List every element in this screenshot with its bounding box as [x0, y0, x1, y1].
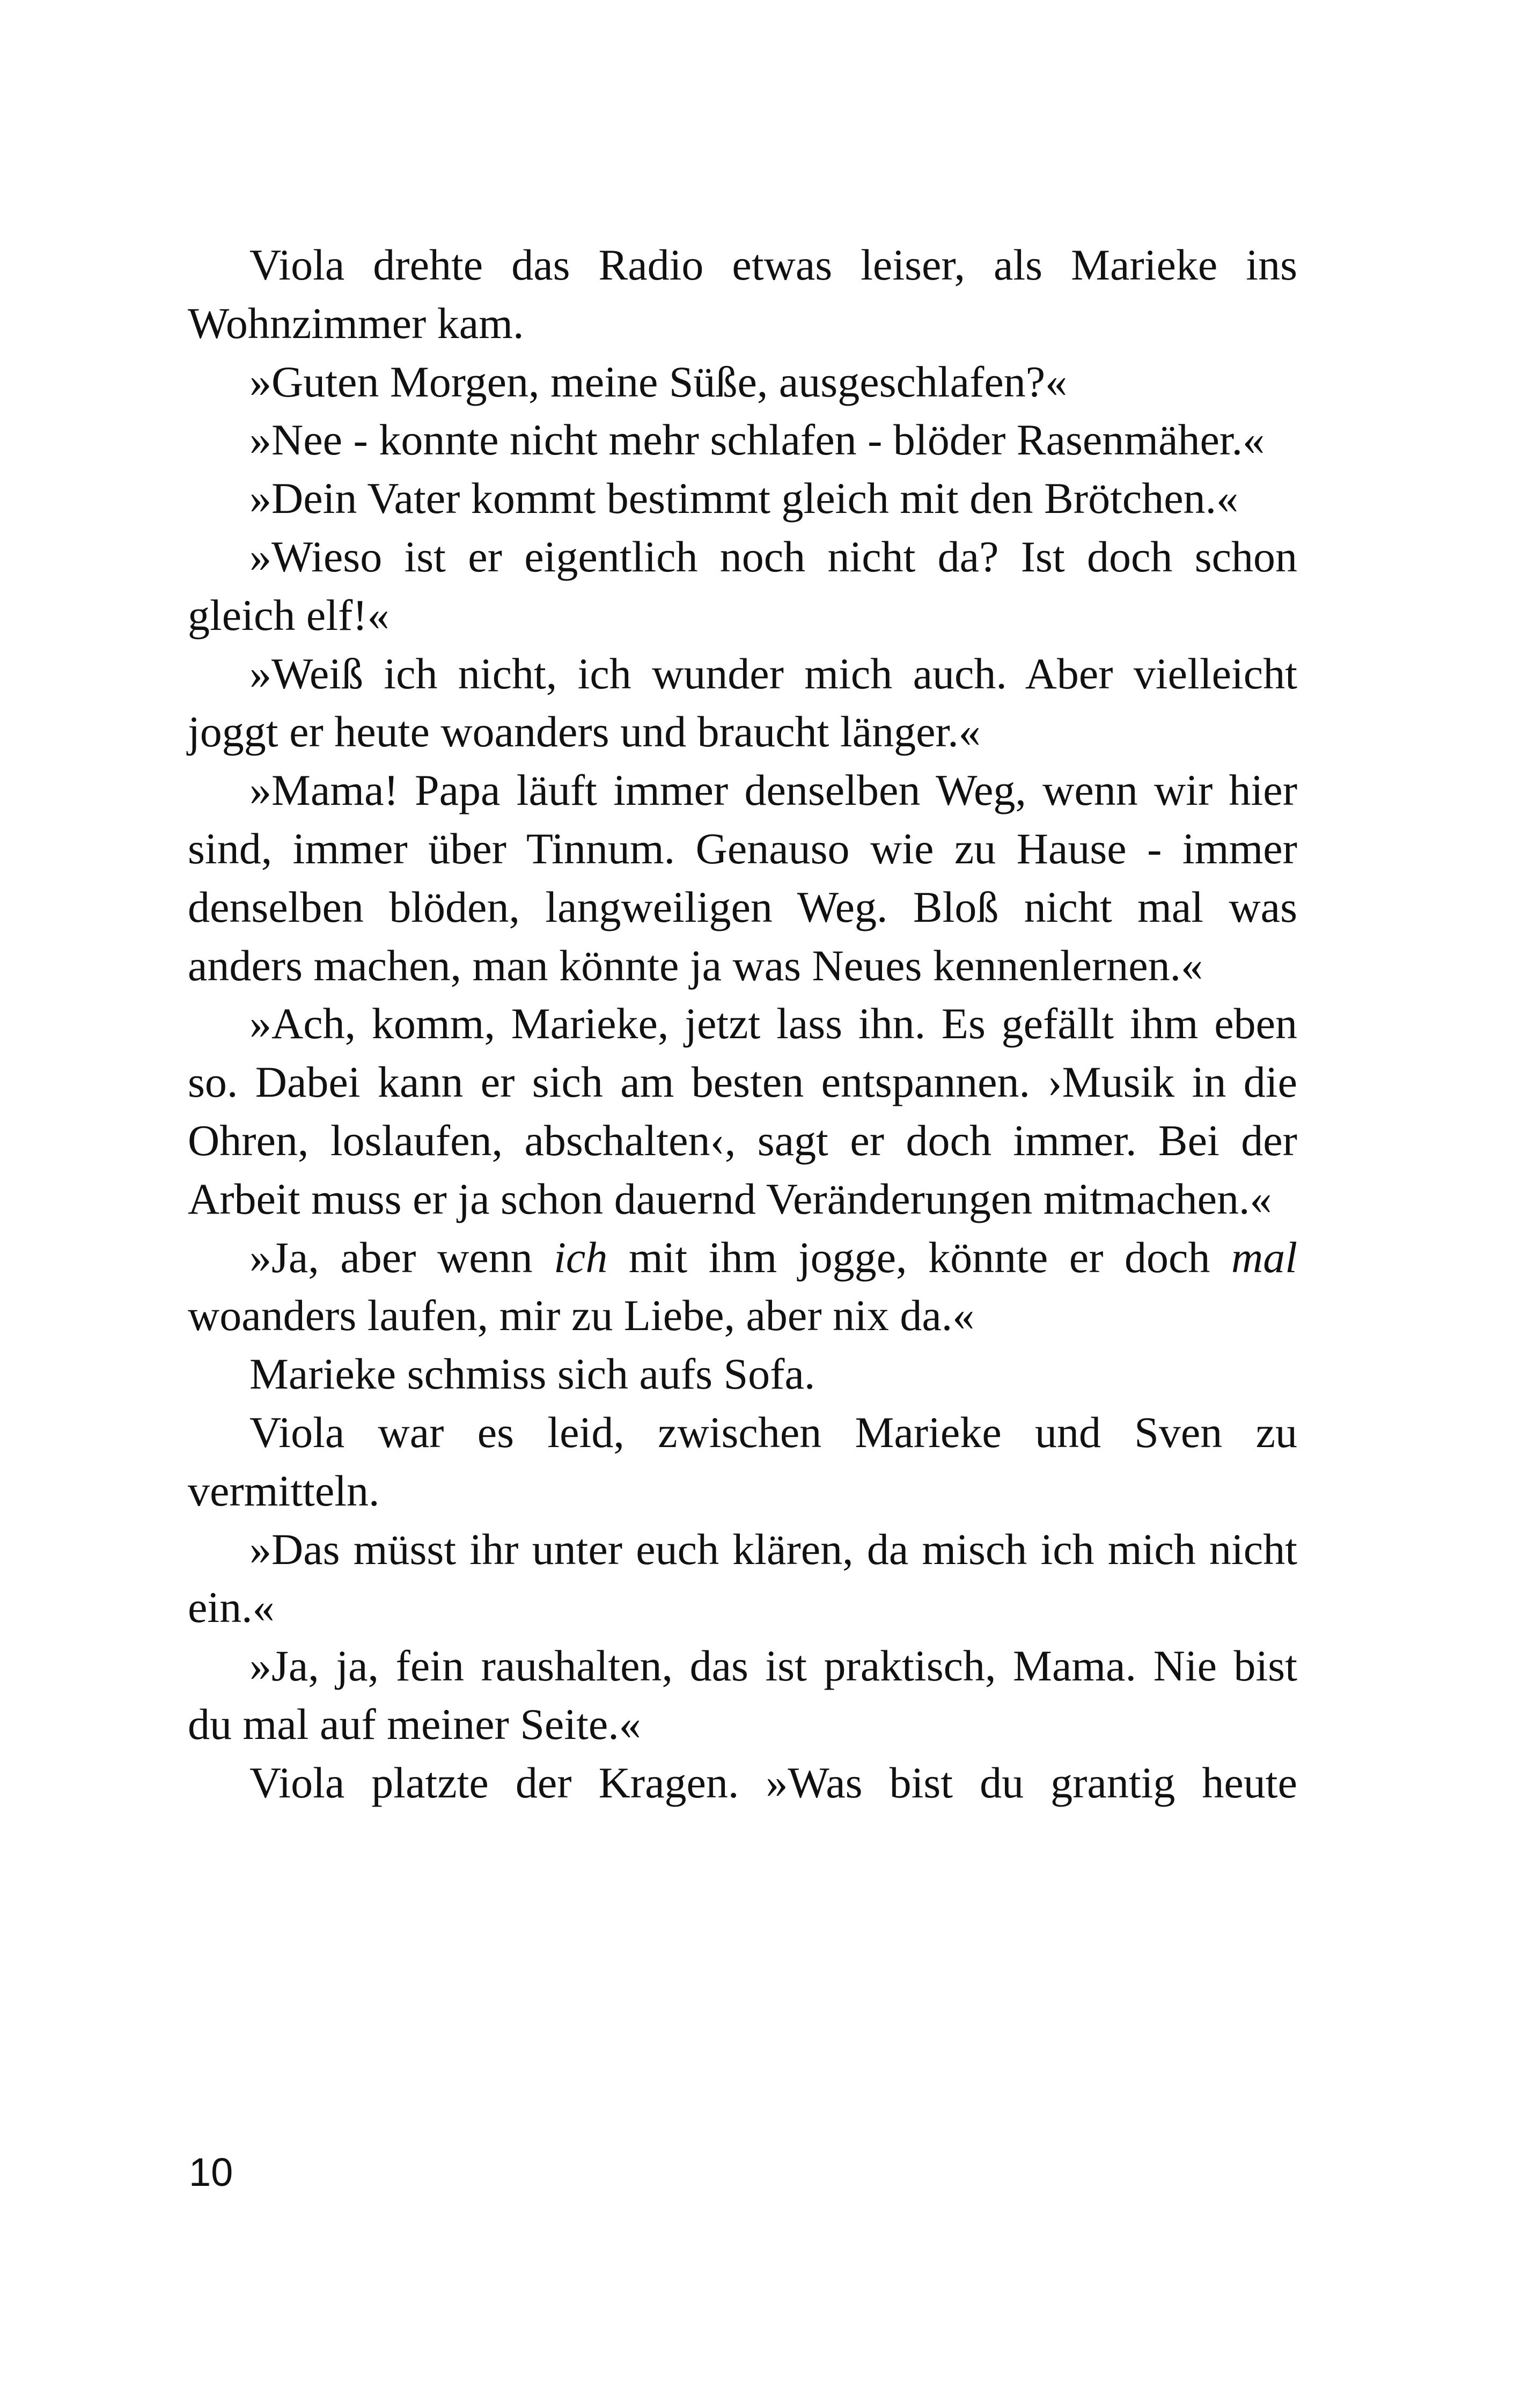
paragraph — [188, 1229, 1297, 1346]
paragraph: »Wieso ist er eigentlich noch nicht da? Ist doch schon gleich elf!« — [188, 532, 1297, 640]
paragraph: »Guten Morgen, meine Süße, ausgeschlafen?« — [249, 357, 1068, 406]
paragraph: »Dein Vater kommt bestimmt gleich mit den Brötchen.« — [249, 474, 1239, 523]
paragraph: Marieke schmiss sich aufs Sofa. — [249, 1349, 815, 1399]
body-text — [188, 236, 1297, 1812]
paragraph-text: woanders laufen, mir zu Liebe, aber nix da.« — [188, 1291, 975, 1340]
page-number: 10 — [189, 2150, 233, 2194]
paragraph: »Mama! Papa läuft immer denselben Weg, wenn wir hier sind, immer über Tinnum. Genauso wie zu Hause - immer denselben blöden, langweiligen Weg. Bloß nicht mal was anders machen, man könnte ja was Neues kennenlernen.« — [188, 766, 1297, 990]
paragraph: »Das müsst ihr unter euch klären, da misch ich mich nicht ein.« — [188, 1524, 1297, 1632]
paragraph: Viola war es leid, zwischen Marieke und Sven zu vermitteln. — [188, 1407, 1297, 1515]
emphasis-mal: mal — [1231, 1232, 1297, 1282]
paragraph-text: mit ihm jogge, könnte er doch — [607, 1232, 1231, 1282]
paragraph: »Ja, ja, fein raushalten, das ist praktisch, Mama. Nie bist du mal auf meiner Seite.« — [188, 1641, 1297, 1749]
emphasis-ich: ich — [554, 1232, 608, 1282]
paragraph: »Weiß ich nicht, ich wunder mich auch. Aber vielleicht joggt er heute woanders und braucht länger.« — [188, 649, 1297, 757]
paragraph: »Ach, komm, Marieke, jetzt lass ihn. Es gefällt ihm eben so. Dabei kann er sich am besten entspannen. ›Musik in die Ohren, loslaufen, abschalten‹, sagt er doch immer. Bei der Arbeit muss er ja schon dauernd Veränderungen mitmachen.« — [188, 999, 1297, 1223]
paragraph: »Nee - konnte nicht mehr schlafen - blöder Rasenmäher.« — [249, 415, 1265, 465]
paragraph: Viola platzte der Kragen. »Was bist du grantig heute — [249, 1758, 1297, 1807]
paragraph: Viola drehte das Radio etwas leiser, als Marieke ins Wohnzimmer kam. — [188, 240, 1297, 348]
paragraph-text: »Ja, aber wenn — [249, 1232, 554, 1282]
